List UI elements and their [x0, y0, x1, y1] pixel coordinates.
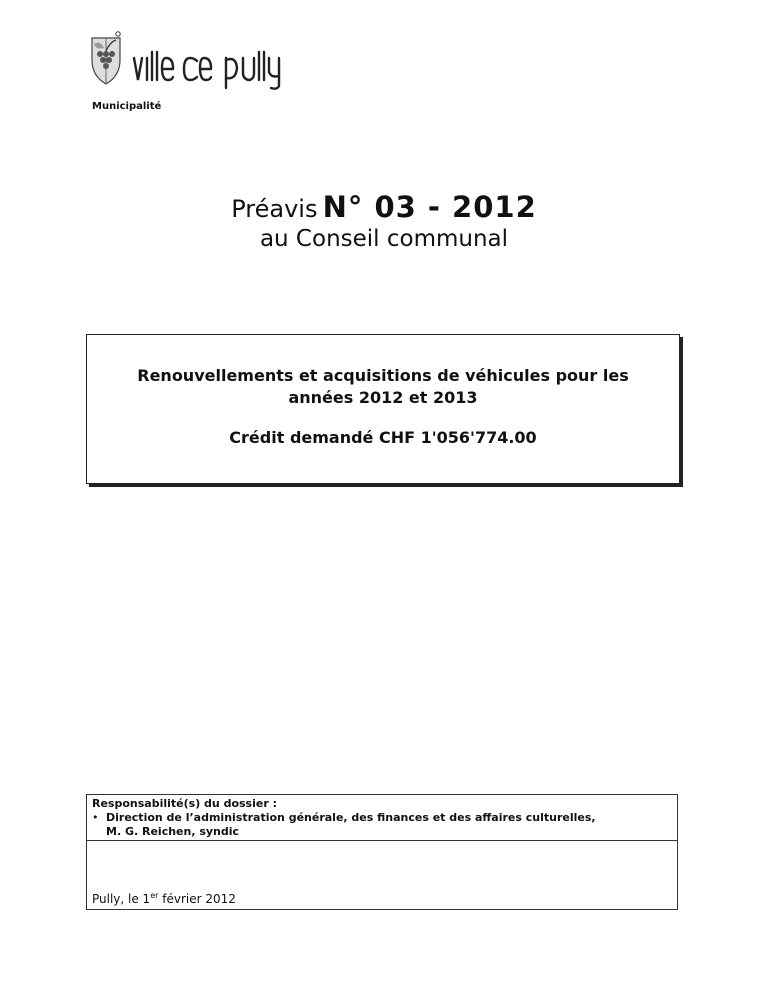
subject-box	[86, 334, 680, 484]
preavis-addressee: au Conseil communal	[259, 226, 509, 252]
preavis-title	[0, 190, 768, 224]
coat-of-arms-icon	[86, 30, 350, 92]
responsibility-item-line-2: M. G. Reichen, syndic	[106, 825, 240, 838]
subject-title	[127, 365, 639, 409]
responsibility-header	[87, 795, 677, 841]
subject-line-1: Renouvellements et acquisitions de véhicules pour les	[137, 366, 629, 385]
responsibility-box	[86, 794, 678, 910]
bullet-icon: •	[92, 811, 99, 824]
credit-requested: Crédit demandé CHF 1'056'774.00	[229, 428, 537, 447]
date-prefix: Pully, le 1	[92, 892, 151, 906]
date-sup: er	[150, 891, 159, 900]
responsibility-title: Responsabilité(s) du dossier :	[92, 797, 277, 810]
responsibility-item-line-1: Direction de l’administration générale, des finances et des affaires culturelles,	[106, 811, 596, 824]
preavis-label: Préavis	[231, 195, 318, 223]
preavis-number: N° 03 - 2012	[322, 190, 537, 224]
pully-logo	[86, 30, 350, 92]
municipality-label: Municipalité	[92, 101, 162, 112]
date-suffix: février 2012	[158, 892, 236, 906]
document-date	[92, 891, 236, 906]
responsibility-item	[92, 811, 672, 825]
subject-line-2: années 2012 et 2013	[288, 388, 478, 407]
